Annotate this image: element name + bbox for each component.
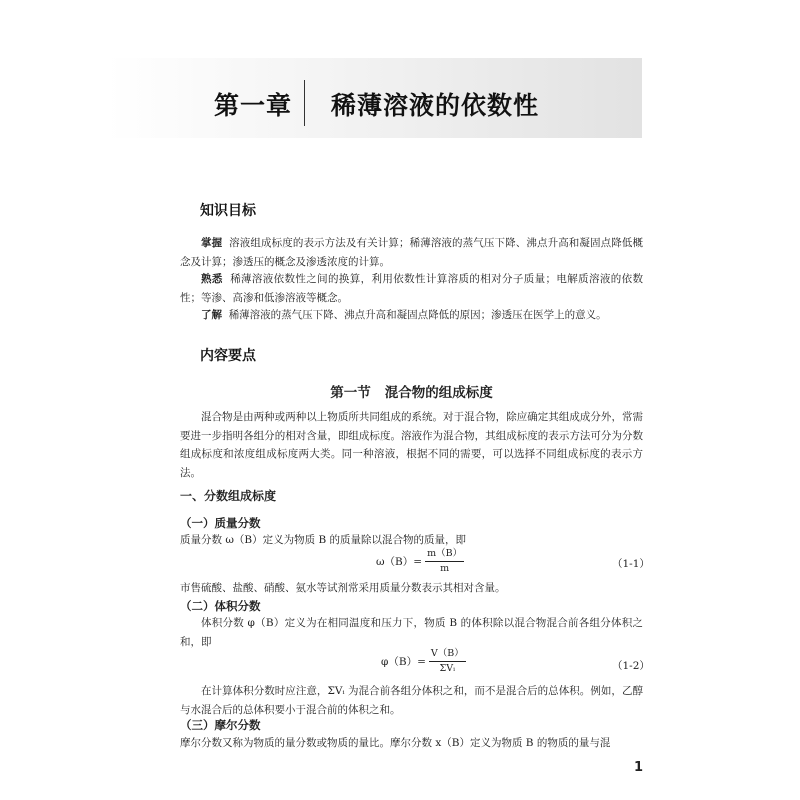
header-divider [304,80,305,126]
mole-fraction-definition: 摩尔分数又称为物质的量分数或物质的量比。摩尔分数 x（B）定义为物质 B 的物质的量与混 [180,737,611,749]
formula-2-fraction [429,648,466,675]
formula-2-lhs: φ（B）= [381,656,426,668]
mass-fraction-heading: （一）质量分数 [180,516,261,530]
volume-fraction-note: 在计算体积分数时应注意，ΣVᵢ 为混合前各组分体积之和，而不是混合后的总体积。例如，乙醇与水混合后的总体积要小于混合前的体积之和。 [180,685,643,716]
formula-1-fraction [425,548,464,575]
chapter-number: 第一章 [214,91,293,120]
knowledge-goals-heading: 知识目标 [200,203,256,219]
equation-number-1: （1-1） [612,558,650,570]
mole-fraction-heading: （三）摩尔分数 [180,718,261,732]
page-number: 1 [634,760,644,775]
section-number: 第一节 [330,385,371,401]
goal-master-text: 溶液组成标度的表示方法及有关计算；稀薄溶液的蒸气压下降、沸点升高和凝固点降低概念及计算；渗透压的概念及渗透浓度的计算。 [180,237,643,268]
goal-understand-label: 了解 [201,309,222,321]
goal-master-label: 掌握 [201,237,223,249]
section-intro: 混合物是由两种或两种以上物质所共同组成的系统。对于混合物，除应确定其组成成分外，常需要进一步指明各组分的相对含量，即组成标度。溶液作为混合物，其组成标度的表示方法可分为分数组成标度和浓度组成标度两大类。同一种溶液，根据不同的需要，可以选择不同组成标度的表示方法。 [180,411,643,479]
formula-2-denominator: ΣVᵢ [439,663,456,674]
volume-fraction-heading: （二）体积分数 [180,599,261,613]
volume-fraction-formula [381,648,466,675]
volume-fraction-definition: 体积分数 φ（B）定义为在相同温度和压力下，物质 B 的体积除以混合物混合前各组分体积之和，即 [180,617,643,648]
goal-familiar [180,270,643,307]
mass-fraction-note: 市售硫酸、盐酸、硝酸、氨水等试剂常采用质量分数表示其相对含量。 [180,582,506,594]
formula-2-numerator: V（B） [429,648,466,662]
content-points-heading: 内容要点 [200,348,256,364]
formula-1-denominator: m [440,563,450,574]
section-name: 混合物的组成标度 [384,385,493,401]
goal-understand-text: 稀薄溶液的蒸气压下降、沸点升高和凝固点降低的原因；渗透压在医学上的意义。 [228,309,607,321]
section-title [180,381,643,401]
equation-number-2: （1-2） [612,660,650,672]
goal-understand [180,306,643,325]
formula-1-lhs: ω（B）= [376,556,423,568]
chapter-title: 稀薄溶液的依数性 [331,91,540,120]
mass-fraction-formula [376,548,464,575]
goal-master [180,234,643,271]
mass-fraction-definition: 质量分数 ω（B）定义为物质 B 的质量除以混合物的质量，即 [180,534,467,546]
goal-familiar-text: 稀薄溶液依数性之间的换算，利用依数性计算溶质的相对分子质量；电解质溶液的依数性；等渗、高渗和低渗溶液等概念。 [180,273,644,304]
formula-1-numerator: m（B） [425,548,464,562]
fraction-scale-heading: 一、分数组成标度 [180,489,277,503]
goal-familiar-label: 熟悉 [201,273,223,285]
